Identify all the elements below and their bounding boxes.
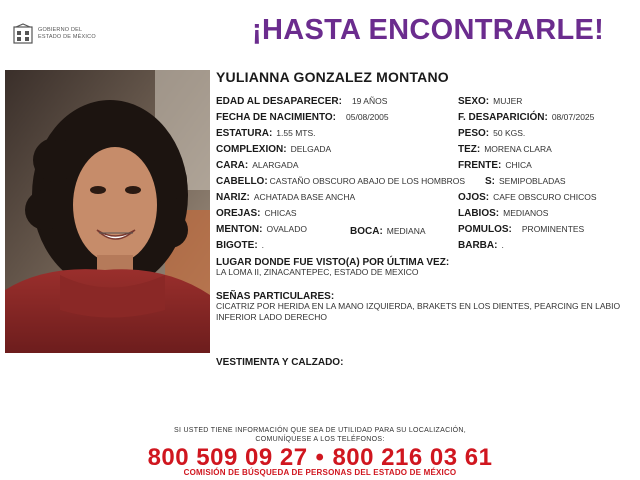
field-label: BIGOTE: xyxy=(216,240,258,251)
field-label: TEZ: xyxy=(458,144,481,155)
field-value: PROMINENTES xyxy=(521,224,585,234)
field-label: MENTON: xyxy=(216,224,263,235)
field-value: ALARGADA xyxy=(252,160,299,170)
field-label: CABELLO: xyxy=(216,176,268,187)
field-value: 1.55 MTS. xyxy=(276,128,316,138)
particular-marks-text: CICATRIZ POR HERIDA EN LA MANO IZQUIERDA, BRAKETS EN LOS DIENTES, PEARCING EN LABIO INFERIOR LADO DERECHO xyxy=(216,301,621,322)
field-boca xyxy=(350,226,426,237)
field-frente xyxy=(458,160,532,171)
field-menton xyxy=(216,224,307,235)
field-value: MEDIANA xyxy=(386,226,426,236)
field-label: S: xyxy=(485,176,495,187)
field-peso xyxy=(458,128,525,139)
field-value: SEMIPOBLADAS xyxy=(499,176,566,186)
last-seen-title: LUGAR DONDE FUE VISTO(A) POR ÚLTIMA VEZ: xyxy=(216,257,450,268)
person-name: YULIANNA GONZALEZ MONTANO xyxy=(216,69,449,85)
last-seen-text: LA LOMA II, ZINACANTEPEC, ESTADO DE MEXICO xyxy=(216,267,419,277)
field-label: OREJAS: xyxy=(216,208,261,219)
field-value: CASTAÑO OBSCURO ABAJO DE LOS HOMBROS xyxy=(269,176,466,186)
field-label: F. DESAPARICIÓN: xyxy=(458,112,548,123)
field-label: PESO: xyxy=(458,128,490,139)
field-label: ESTATURA: xyxy=(216,128,273,139)
field-value: OVALADO xyxy=(266,224,307,234)
field-edad xyxy=(216,96,387,107)
field-value: CHICAS xyxy=(264,208,297,218)
phone-separator: • xyxy=(315,444,325,471)
logo-line-2: ESTADO DE MÉXICO xyxy=(38,34,96,40)
field-estatura xyxy=(216,128,316,139)
field-cabello xyxy=(216,176,465,187)
field-value: CAFE OBSCURO CHICOS xyxy=(493,192,597,202)
field-value: 05/08/2005 xyxy=(346,112,389,122)
footer-info xyxy=(0,426,640,444)
field-value: MORENA CLARA xyxy=(484,144,552,154)
field-label: FECHA DE NACIMIENTO: xyxy=(216,112,336,123)
field-sexo xyxy=(458,96,522,107)
phone-number-2[interactable]: 800 216 03 61 xyxy=(332,444,493,471)
field-value: 19 AÑOS xyxy=(351,96,388,106)
field-cara xyxy=(216,160,299,171)
field-value: MEDIANOS xyxy=(503,208,549,218)
clothing-title: VESTIMENTA Y CALZADO: xyxy=(216,357,344,368)
field-value: 50 KGS. xyxy=(493,128,526,138)
field-label: EDAD AL DESAPARECER: xyxy=(216,96,342,107)
field-nariz xyxy=(216,192,355,203)
logo-line-1: GOBIERNO DEL xyxy=(38,27,83,33)
field-label: CARA: xyxy=(216,160,249,171)
phone-number-1[interactable]: 800 509 09 27 xyxy=(147,444,308,471)
field-tez xyxy=(458,144,552,155)
field-label: BOCA: xyxy=(350,226,383,237)
field-orejas xyxy=(216,208,297,219)
field-label: LABIOS: xyxy=(458,208,500,219)
field-fecha-desaparicion xyxy=(458,112,594,123)
field-labios xyxy=(458,208,548,219)
field-complexion xyxy=(216,144,331,155)
field-label: OJOS: xyxy=(458,192,490,203)
field-label: COMPLEXION: xyxy=(216,144,287,155)
field-value: 08/07/2025 xyxy=(551,112,595,122)
field-value: MUJER xyxy=(493,96,523,106)
field-barba xyxy=(458,240,504,251)
field-value: . xyxy=(501,240,504,250)
field-fecha-nacimiento xyxy=(216,112,389,123)
field-label: POMULOS: xyxy=(458,224,512,235)
field-bigote xyxy=(216,240,264,251)
search-commission-name: COMISIÓN DE BÚSQUEDA DE PERSONAS DEL ESTADO DE MÉXICO xyxy=(183,468,457,477)
field-cabello-s xyxy=(485,176,566,187)
field-value: ACHATADA BASE ANCHA xyxy=(253,192,356,202)
field-pomulos xyxy=(458,224,584,235)
particular-marks-title: SEÑAS PARTICULARES: xyxy=(216,291,335,302)
field-label: FRENTE: xyxy=(458,160,502,171)
headline: ¡HASTA ENCONTRARLE! xyxy=(252,14,605,46)
field-ojos xyxy=(458,192,597,203)
field-value: DELGADA xyxy=(290,144,332,154)
footer-info-line-2: COMUNÍQUESE A LOS TELÉFONOS: xyxy=(255,436,385,443)
footer-info-line-1: SI USTED TIENE INFORMACIÓN QUE SEA DE UTILIDAD PARA SU LOCALIZACIÓN, xyxy=(173,427,467,434)
field-label: NARIZ: xyxy=(216,192,250,203)
field-label: SEXO: xyxy=(458,96,490,107)
field-label: BARBA: xyxy=(458,240,498,251)
field-value: CHICA xyxy=(505,160,532,170)
field-value: . xyxy=(261,240,265,250)
